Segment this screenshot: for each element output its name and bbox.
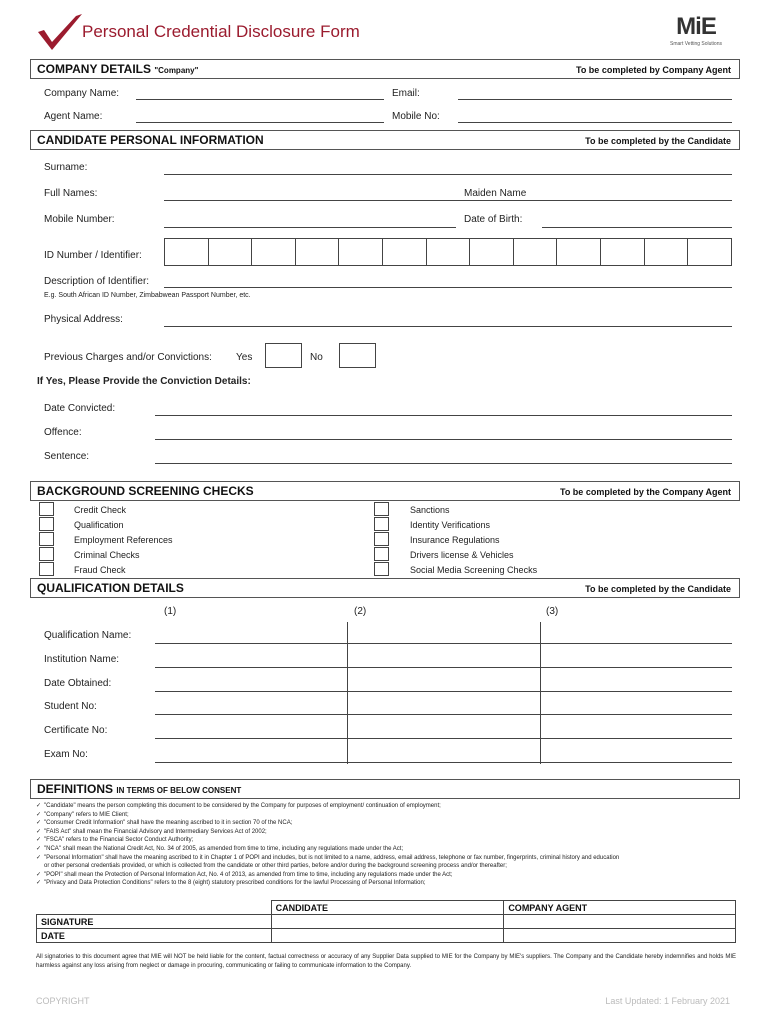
mobile-number-label: Mobile Number: [44,214,115,225]
definition-item: ✓ "FAIS Act" shall mean the Financial Advisory and Intermediary Services Act of 2002; [36,828,267,835]
definitions-list [36,802,736,888]
check-label: Social Media Screening Checks [410,565,538,575]
section-title: COMPANY DETAILS "Company" [37,62,199,76]
physical-address-label: Physical Address: [44,314,123,325]
checkbox-criminal-checks[interactable] [39,547,54,561]
section-title: CANDIDATE PERSONAL INFORMATION [37,133,264,147]
company-name-field[interactable] [136,99,384,100]
qualification-column-1: (1) [164,606,177,617]
surname-label: Surname: [44,162,88,173]
certificate-no-field[interactable] [155,738,732,739]
agent-date-cell[interactable] [504,929,736,943]
qualification-details-header [30,578,740,598]
liability-disclaimer: All signatories to this document agree that MIE will NOT be held liable for the content, factual correctness or accuracy of any Supplier Data supplied to MIE for the Company by MIE's suppliers. The Company and the Candidate hereby indemnifies and holds MIE harmless against any loss arising from neglect or damage in procuring, communicating or failing to communicate information to the Company. [36,954,736,969]
checkbox-employment-references[interactable] [39,532,54,546]
mie-logo [664,14,728,54]
section-title: QUALIFICATION DETAILS [37,581,184,595]
exam-no-label: Exam No: [44,749,88,760]
definition-item: ✓ "Personal Information" shall have the meaning ascribed to it in Chapter 1 of POPI and includes, but is not limited to a name, address, email address, telephone or fax number, fingerprints, criminal history and education [36,854,620,861]
id-digit-box[interactable] [470,239,514,265]
definition-item: ✓ "NCA" shall mean the National Credit Act, No. 34 of 2005, as amended from time to time, including any regulations made under the Act; [36,845,404,852]
section-note: To be completed by the Candidate [585,584,731,594]
agent-name-label: Agent Name: [44,111,103,122]
certificate-no-label: Certificate No: [44,725,108,736]
definition-item: ✓ "Candidate" means the person completing this document to be considered by the Company for purposes of employment/ continuation of employment; [36,803,441,809]
definition-item: ✓ "Company" refers to MIE Client; [36,811,129,818]
company-details-header [30,59,740,79]
institution-name-label: Institution Name: [44,654,120,665]
check-label: Criminal Checks [74,550,140,560]
yes-label: Yes [236,352,253,363]
id-number-boxes[interactable] [164,238,732,266]
date-convicted-field[interactable] [155,415,732,416]
mobile-number-field[interactable] [164,227,456,228]
agent-column-header: COMPANY AGENT [504,901,736,915]
sentence-label: Sentence: [44,451,90,462]
no-label: No [310,352,323,363]
definition-item: ✓ "FSCA" refers to the Financial Sector Conduct Authority; [36,837,194,844]
check-label: Insurance Regulations [410,535,500,545]
id-digit-box[interactable] [601,239,645,265]
id-digit-box[interactable] [296,239,340,265]
description-identifier-field[interactable] [164,287,732,288]
candidate-date-cell[interactable] [271,929,504,943]
last-updated-text: Last Updated: 1 February 2021 [605,996,730,1006]
id-digit-box[interactable] [383,239,427,265]
section-note: To be completed by Company Agent [575,65,731,75]
mobile-no-label: Mobile No: [392,111,440,122]
qualification-name-field[interactable] [155,643,732,644]
qualification-column-3: (3) [546,606,559,617]
agent-name-field[interactable] [136,122,384,123]
id-digit-box[interactable] [688,239,731,265]
definition-item: ✓ "Consumer Credit Information" shall have the meaning ascribed to it in section 70 of the NCA; [36,820,293,827]
definition-item: ✓ "Privacy and Data Protection Conditions" refers to the 8 (eight) statutory prescribed conditions for the lawful Processing of Personal Information; [36,880,426,887]
checkbox-insurance-regulations[interactable] [374,532,389,546]
logo-tagline: Smart Vetting Solutions [670,41,722,47]
id-digit-box[interactable] [427,239,471,265]
previous-charges-label: Previous Charges and/or Convictions: [44,352,212,363]
check-label: Identity Verifications [410,520,491,530]
id-digit-box[interactable] [209,239,253,265]
date-convicted-label: Date Convicted: [44,403,116,414]
physical-address-field[interactable] [164,326,732,327]
institution-name-field[interactable] [155,667,732,668]
id-digit-box[interactable] [165,239,209,265]
candidate-info-header [30,130,740,150]
id-digit-box[interactable] [252,239,296,265]
checkbox-identity-verifications[interactable] [374,517,389,531]
offence-label: Offence: [44,427,82,438]
dob-label: Date of Birth: [464,214,523,225]
email-field[interactable] [458,99,732,100]
definitions-header [30,779,740,799]
yes-checkbox[interactable] [265,343,302,368]
id-digit-box[interactable] [339,239,383,265]
form-title: Personal Credential Disclosure Form [82,22,360,41]
id-digit-box[interactable] [557,239,601,265]
email-label: Email: [392,88,420,99]
check-label: Fraud Check [74,565,126,575]
section-note: To be completed by the Company Agent [559,487,731,497]
definition-item: or other personal credentials provided, or which is collected from the candidate or other third parties, before and/or during the background screening process and/or thereafter; [44,863,507,870]
student-no-label: Student No: [44,701,97,712]
qualification-name-label: Qualification Name: [44,630,132,641]
background-checks-header [30,481,740,501]
date-obtained-field[interactable] [155,691,732,692]
check-label: Employment References [74,535,173,545]
copyright-text: COPYRIGHT [36,996,90,1006]
surname-field[interactable] [164,174,732,175]
table-corner [37,901,272,915]
no-checkbox[interactable] [339,343,376,368]
qualification-column-2: (2) [354,606,367,617]
conviction-details-heading: If Yes, Please Provide the Conviction Details: [37,376,251,387]
check-label: Credit Check [74,505,127,515]
check-label: Sanctions [410,505,450,515]
checkmark-logo-icon [36,12,84,54]
maiden-name-label: Maiden Name [464,188,530,199]
signature-row-label: SIGNATURE [37,915,272,929]
description-identifier-label: Description of Identifier: [44,276,150,287]
sentence-field[interactable] [155,463,732,464]
exam-no-field[interactable] [155,762,732,763]
checkbox-drivers-license[interactable] [374,547,389,561]
offence-field[interactable] [155,439,732,440]
id-number-label: ID Number / Identifier: [44,250,142,261]
full-names-label: Full Names: [44,188,98,199]
checkbox-sanctions[interactable] [374,502,389,516]
mobile-no-field[interactable] [458,122,732,123]
section-title: DEFINITIONS IN TERMS OF BELOW CONSENT [37,782,242,796]
agent-signature-cell[interactable] [504,915,736,929]
candidate-signature-cell[interactable] [271,915,504,929]
checkbox-credit-check[interactable] [39,502,54,516]
dob-field[interactable] [542,227,732,228]
student-no-field[interactable] [155,714,732,715]
id-digit-box[interactable] [645,239,689,265]
section-note: To be completed by the Candidate [585,136,731,146]
definition-item: ✓ "POPI" shall mean the Protection of Personal Information Act, No. 4 of 2013, as amended from time to time, including any regulations made under the Act; [36,871,453,878]
check-label: Qualification [74,520,124,530]
logo-mark: MiE [676,13,716,40]
check-label: Drivers license & Vehicles [410,550,514,560]
id-digit-box[interactable] [514,239,558,265]
signature-table [36,900,736,943]
checkbox-fraud-check[interactable] [39,562,54,576]
identifier-example: E.g. South African ID Number, Zimbabwean Passport Number, etc. [44,292,251,299]
full-names-field[interactable] [164,200,732,201]
date-row-label: DATE [37,929,272,943]
date-obtained-label: Date Obtained: [44,678,112,689]
candidate-column-header: CANDIDATE [271,901,504,915]
page-header [0,0,770,60]
company-name-label: Company Name: [44,88,120,99]
checkbox-social-media[interactable] [374,562,389,576]
checkbox-qualification[interactable] [39,517,54,531]
section-title: BACKGROUND SCREENING CHECKS [37,484,254,498]
